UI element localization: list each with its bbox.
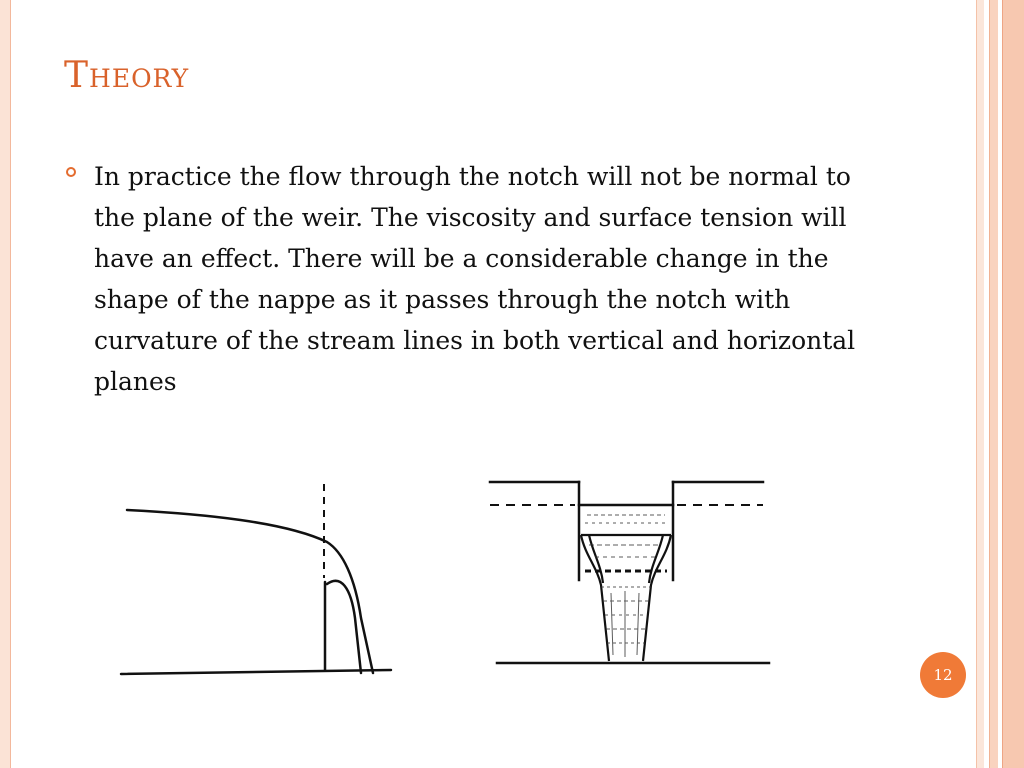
bullet-text: In practice the flow through the notch will not be normal to the plane of the weir. The viscosity and surface tension will have an effect. There will be a considerable change in the shape of the nappe as it passes through the notch with curvature of the stream lines in both vertical and horizontal planes xyxy=(94,162,856,396)
page-number-badge: 12 xyxy=(920,652,966,698)
bullet-circle-icon xyxy=(66,167,76,177)
notch-front-view-diagram xyxy=(485,475,775,670)
decorative-stripes xyxy=(976,0,1024,768)
floor-line xyxy=(121,670,391,674)
nappe-side-view-diagram xyxy=(115,478,405,683)
left-border xyxy=(0,0,11,768)
bullet-list xyxy=(66,156,866,402)
bullet-item xyxy=(66,156,866,402)
water-surface-line xyxy=(127,510,373,673)
slide-title: Theory xyxy=(64,55,190,96)
